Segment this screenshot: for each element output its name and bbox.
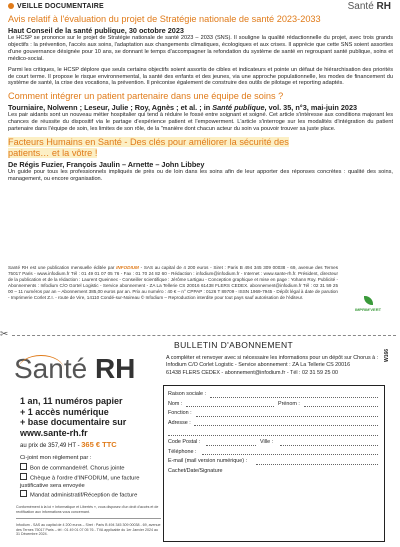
- divider: [16, 518, 161, 519]
- legal-notice: [8, 265, 338, 301]
- field-label: Téléphone :: [168, 448, 197, 455]
- offer-price: [20, 440, 150, 449]
- page-header: [0, 0, 400, 14]
- legal-line-1: Santé RH est une publication mensuelle éditée par: [8, 265, 115, 270]
- article-2-paragraph: Les pair aidants sont un nouveau métier hospitalier qui tend à réduire le fossé entre soignant et soigné. Cet article s'intéresse aux conditions majorant les chances de réussite du dispositif via le partage d'expérience patient et l'empowerment. L'article s'interroge sur les modalités d'intégration du patient partenaire dans l'équipe de soin, les limites de son rôle, de la "manière dont chacun acteur du soin va pouvoir trouver sa juste place.: [8, 112, 393, 133]
- checkbox-icon[interactable]: [20, 490, 27, 497]
- imprimvert-label: IMPRIM'VERT: [354, 307, 382, 312]
- field-cachet[interactable]: [164, 467, 384, 477]
- bullet-dot-icon: [8, 3, 14, 9]
- subscription-form: [163, 385, 385, 542]
- section-tag: [8, 3, 104, 10]
- legal-line-3: © Infodium – Reproduction interdite pour tout pays sauf autorisation de l'éditeur.: [140, 295, 304, 300]
- article-3-paragraph: Un guide pour tous les professionnels impliqués de près ou de loin dans les soins afin de leur apporter des réponses concrètes : qualité des soins, management, ou encore organisation.: [8, 169, 393, 182]
- brand-name-b: RH: [376, 1, 391, 12]
- offer-line-2: + 1 accès numérique: [20, 406, 109, 417]
- logo-text-a: Santé: [14, 353, 88, 384]
- field-raison-sociale[interactable]: [164, 390, 384, 400]
- article-2-title: Comment intégrer un patient partenaire dans une équipe de soins ?: [8, 91, 284, 102]
- field-label: Cachet/Date/Signature: [168, 467, 223, 474]
- offer-block: [20, 396, 150, 449]
- company-notice: Infodium - SAS au capital de 4 200 euros – Siret : Paris B 494 345 309 00038 - 69, avenue des Ternes 75017 Paris – tél : 01 49 01 07 05 76 - TVA applicable du 1er Janvier 2024 au 31 Décembre 2024.: [16, 523, 161, 537]
- checkbox-icon[interactable]: [20, 463, 27, 470]
- subscription-intro: [166, 355, 381, 377]
- fine-print: [16, 505, 161, 537]
- offer-website: www.sante-rh.fr: [20, 427, 88, 438]
- articles: [8, 14, 393, 183]
- field-adresse-2[interactable]: [164, 428, 384, 438]
- article-1-title: Avis relatif à l'évaluation du projet de Stratégie nationale de santé 2023-2033: [8, 14, 321, 24]
- brand-name-a: Santé: [347, 1, 374, 12]
- dashed-divider: [12, 335, 396, 336]
- article-3-title: [8, 137, 393, 159]
- field-label: Raison sociale :: [168, 391, 207, 397]
- scissors-icon: ✂: [0, 329, 9, 340]
- payment-option-label: Mandat administratif/Réception de facture: [30, 492, 138, 499]
- legal-line-2: Tél : 01 49 01 07 05 76 - Fax : 01 70 24 82 60 - Rédaction : infodium@infodium.fr - Internet : www.sante-rh.fr. Président, directeur de la publication et de la rédaction : Laurent Queinnec - Conseiller scientifique : Jérôme Lartigau - Conception graphique et mise en page : Yohann Roy. Publicité - Abonnements : Infodium C/O Gortel Logistic - Service abonnement - ZA La Tellerie CS 20016 61438 FLERS CEDEX. abonnement@infodium.fr Tél : 02 31 59 25 00 – 11 numéros par an – Abonnement 385,00 euros par an. Prix au numéro : 40 € – n° CPPAP : 0126 T 89709 - ISSN 1969-7945 - Dépôt légal à date de parution - Imprimerie Corlet Z.I. - route de Vire, 14110 Condé-sur-Noireau: [8, 271, 338, 300]
- field-label: Fonction :: [168, 410, 192, 417]
- legal-line-1b: - SAS au capital de 4 200 euros - Siret : Paris B 494 345 309 00038 - 69, avenue des Ternes 75017 Paris - www.infodium.fr: [8, 265, 338, 276]
- logo-arc-icon: [18, 355, 64, 384]
- price-ht: au prix de 357,49 HT -: [20, 443, 82, 449]
- price-ttc: 365 € TTC: [81, 440, 117, 449]
- section-tag-label: VEILLE DOCUMENTAIRE: [17, 3, 104, 10]
- field-fonction[interactable]: [164, 409, 384, 419]
- intro-line-1: A compléter et renvoyer avec si nécessaire les informations pour un dépôt sur Chorus à :: [166, 355, 379, 361]
- payment-option-label: Bon de commande/réf. Chorus jointe: [30, 465, 125, 471]
- imprimvert-logo: [346, 296, 390, 316]
- intro-line-2: Infodium C/O Corlet Logistic - Service abonnement : ZA La Tellerie CS 20016: [166, 362, 351, 369]
- field-label: Code Postal :: [168, 438, 201, 445]
- article-2-source: [8, 103, 393, 112]
- payment-options: [20, 455, 160, 500]
- article-3-title-line-2: patients… et la vôtre !: [8, 148, 98, 159]
- article-1-paragraph-1: Le HCSP se prononce sur le projet de Stratégie nationale de santé 2023 – 2033 (SNS). Il souligne la qualité rédactionnelle du projet, avec trois grands objectifs : la prévention, l'accès aux soins, l'adaptation aux changements climatiques, écologiques et aux crises. Il apprécie que cette SNS soient assorties d'une gouvernance désignée pour 10 ans, se donnant le temps d'accompagner la refondation du système de santé en regroupant santé publique, soins et médico-social.: [8, 35, 393, 62]
- field-code-postal[interactable]: [164, 438, 384, 448]
- article-2-issue: , vol. 35, n°3, mai-juin 2023: [264, 103, 358, 113]
- sante-rh-logo: [14, 353, 135, 385]
- brand-logo: [348, 1, 391, 12]
- field-adresse[interactable]: [164, 419, 384, 429]
- field-label: Adresse :: [168, 419, 191, 426]
- publisher-logo: INFODIUM: [116, 265, 139, 270]
- privacy-notice: Conformément à la loi « Informatique et Libertés », vous disposez d'un droit d'accès et de rectification aux informations vous concernant.: [16, 505, 159, 514]
- payment-title: Ci-joint mon règlement par :: [20, 455, 92, 461]
- field-label-ville: Ville :: [260, 438, 274, 445]
- bulletin-title: BULLETIN D'ABONNEMENT: [174, 340, 294, 350]
- field-label: Nom :: [168, 400, 183, 407]
- leaf-icon: [364, 296, 373, 305]
- payment-option-chorus[interactable]: [20, 463, 160, 473]
- field-label-prenom: Prénom :: [278, 400, 300, 407]
- checkbox-icon[interactable]: [20, 473, 27, 480]
- article-1: [8, 14, 393, 87]
- article-3: [8, 137, 393, 183]
- payment-option-label: Chèque à l'ordre d'INFODIUM, une facture justificative sera envoyée: [20, 475, 140, 489]
- field-email[interactable]: [164, 457, 384, 467]
- offer-line-1: 1 an, 11 numéros papier: [20, 396, 123, 406]
- article-3-source: De Régis Fuzier, François Jaulin – Arnette – John Libbey: [8, 160, 205, 170]
- field-nom[interactable]: [164, 400, 384, 410]
- offer-line-3: + base documentaire sur: [20, 417, 127, 427]
- field-label: E-mail (mail version numérique) :: [168, 458, 248, 465]
- article-2: [8, 91, 393, 133]
- payment-option-cheque[interactable]: [20, 473, 160, 491]
- payment-option-mandat[interactable]: [20, 490, 160, 500]
- article-3-title-line-1: Facteurs Humains en Santé - Des clés pour améliorer la sécurité des: [8, 137, 289, 148]
- article-1-source: Haut Conseil de la santé publique, 30 octobre 2023: [8, 26, 184, 35]
- article-2-authors: Tourniaire, Nolwenn ; Leseur, Julie ; Roy, Agnès ; et al. ; in: [8, 103, 213, 113]
- offer-code: W166: [384, 348, 390, 362]
- field-telephone[interactable]: [164, 448, 384, 458]
- article-2-journal: Santé publique: [212, 103, 265, 113]
- logo-text-b: RH: [94, 353, 136, 384]
- article-1-paragraph-2: Parmi les critiques, le HCSP déplore que seuls certains objectifs soient assortis de cibles et indicateurs et pointe un défaut de hiérarchisation des priorités de court terme. Il propose le risque environnemental, la santé des enfants et des jeunes, via une approche populationnelle, les modes de financement du système de santé, la crise des vocations, la prévention. Il préconise également de construire des outils de pilotage et reporting adaptés.: [8, 66, 393, 87]
- cut-line: [0, 331, 400, 339]
- intro-line-3: 61438 FLERS CEDEX - abonnement@infodium.fr - Tél : 02 31 59 25 00: [166, 369, 338, 376]
